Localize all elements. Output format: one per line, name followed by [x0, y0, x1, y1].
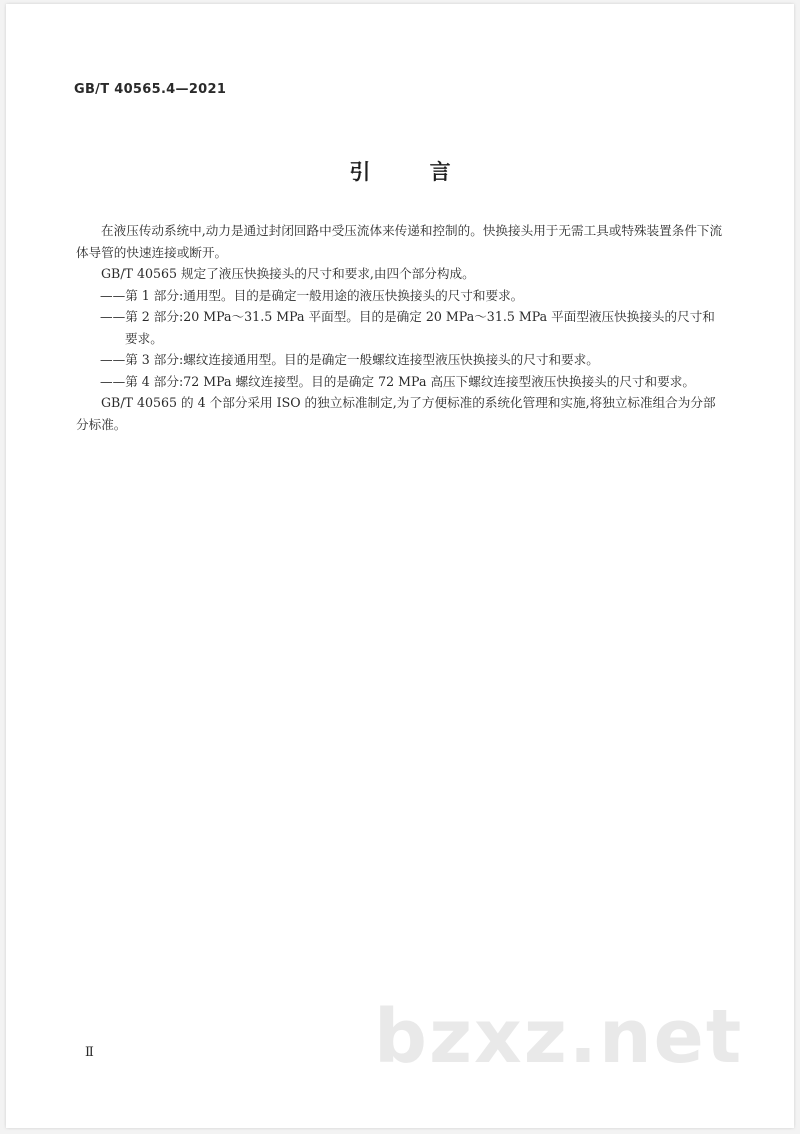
section-title: 引 言	[349, 160, 477, 184]
paragraph-closing: GB/T 40565 的 4 个部分采用 ISO 的独立标准制定,为了方便标准的系统化管理和实施,将独立标准组合为分部分标准。	[76, 395, 716, 432]
paragraph-intro: 在液压传动系统中,动力是通过封闭回路中受压流体来传递和控制的。快换接头用于无需工具或特殊装置条件下流体导管的快速连接或断开。	[76, 223, 723, 260]
document-code: GB/T 40565.4—2021	[74, 82, 227, 97]
list-item-part-1: ——第 1 部分:通用型。目的是确定一般用途的液压快换接头的尺寸和要求。	[100, 287, 524, 303]
list-item-part-4: ——第 4 部分:72 MPa 螺纹连接型。目的是确定 72 MPa 高压下螺纹连接型液压快换接头的尺寸和要求。	[100, 373, 695, 389]
paragraph-structure: GB/T 40565 规定了液压快换接头的尺寸和要求,由四个部分构成。	[101, 266, 475, 281]
list-item-part-3: ——第 3 部分:螺纹连接通用型。目的是确定一般螺纹连接型液压快换接头的尺寸和要求。	[100, 352, 599, 367]
body-text	[76, 220, 726, 435]
watermark: bzxz.net	[374, 994, 744, 1080]
list-item-part-2: ——第 2 部分:20 MPa～31.5 MPa 平面型。目的是确定 20 MPa～31.5 MPa 平面型液压快换接头的尺寸和要求。	[100, 309, 715, 346]
document-page	[6, 4, 794, 1128]
page-number: Ⅱ	[85, 1045, 94, 1060]
